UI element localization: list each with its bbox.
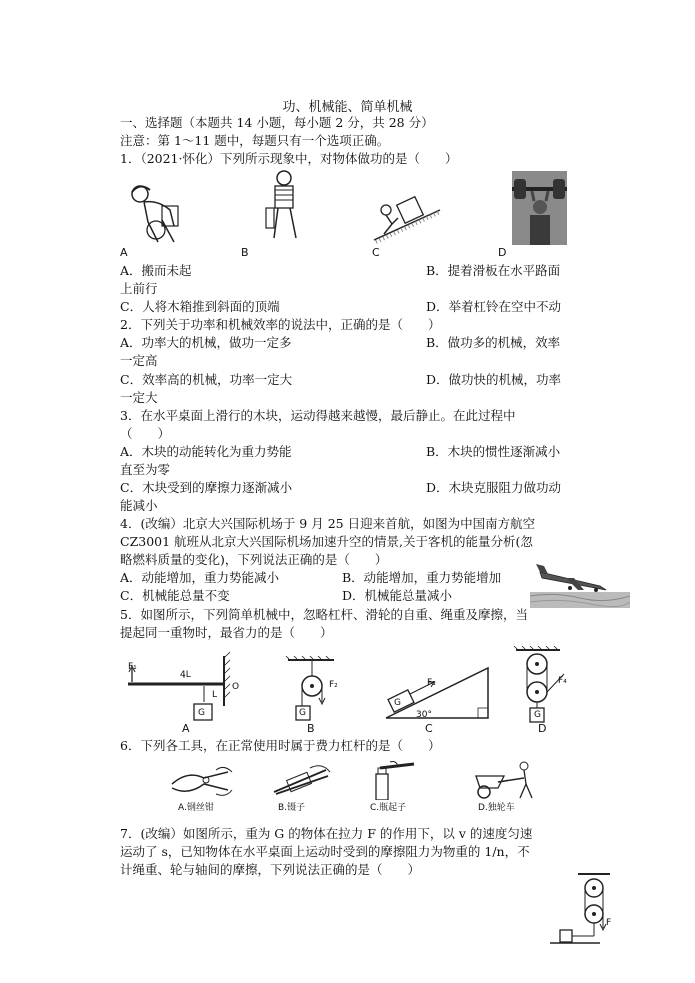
page-title: 功、机械能、简单机械 <box>282 100 413 115</box>
q6-fig-c-bottle-opener <box>368 760 420 800</box>
q5-fig-label-d: D <box>538 722 547 735</box>
q5-c-force-label: F₃ <box>427 678 436 688</box>
q1-fig-d-weightlifter-photo <box>512 171 567 245</box>
q7-stem-cont1: 运动了 s，已知物体在水平桌面上运动时受到的摩擦阻力为物重的 1/n，不 <box>120 844 530 859</box>
q5-a-pivot-o: O <box>232 682 240 692</box>
q7-stem: 7．(改编）如图所示，重为 G 的物体在拉力 F 的作用下，以 v 的速度匀速 <box>120 826 533 841</box>
q6-caption-a: A.钢丝钳 <box>178 803 214 813</box>
q5-fig-c-incline <box>382 660 494 722</box>
q5-b-weight: G <box>299 708 306 718</box>
q1-fig-label-c: C <box>372 246 380 259</box>
q6-caption-b: B.镊子 <box>278 803 306 813</box>
q2-option-d: D．做功快的机械，功率 <box>426 372 562 387</box>
q1-stem: 1．（2021·怀化）下列所示现象中，对物体做功的是（ ） <box>120 151 458 166</box>
q1-fig-c-push-box-incline <box>372 188 442 244</box>
q1-fig-label-a: A <box>120 246 128 259</box>
q5-d-weight: G <box>534 710 541 720</box>
q3-stem-cont: （ ） <box>120 426 171 441</box>
q2-option-d-cont: 一定大 <box>120 390 158 405</box>
q5-stem-cont: 提起同一重物时，最省力的是（ ） <box>120 625 333 640</box>
q1-option-a: A．搬而未起 <box>120 263 192 278</box>
q6-caption-c: C.瓶起子 <box>370 803 407 813</box>
q5-fig-label-a: A <box>182 722 190 735</box>
q2-stem: 2．下列关于功率和机械效率的说法中，正确的是（ ） <box>120 317 441 332</box>
q4-option-a: A．动能增加，重力势能减小 <box>120 570 280 585</box>
q6-fig-d-wheelbarrow <box>468 760 540 800</box>
q3-option-b: B．木块的惯性逐渐减小 <box>426 444 561 459</box>
q2-option-c: C．效率高的机械，功率一定大 <box>120 372 293 387</box>
q7-force-label: F <box>606 918 612 928</box>
q1-option-b-cont: 上前行 <box>120 281 158 296</box>
q3-option-b-cont: 直至为零 <box>120 462 171 477</box>
q5-c-weight: G <box>394 698 401 708</box>
q5-fig-label-b: B <box>307 722 315 735</box>
q4-option-b: B．动能增加，重力势能增加 <box>342 570 502 585</box>
q6-fig-a-pliers <box>168 760 236 800</box>
q3-stem: 3．在水平桌面上滑行的木块，运动得越来越慢，最后静止。在此过程中 <box>120 408 516 423</box>
q4-stem: 4．(改编）北京大兴国际机场于 9 月 25 日迎来首航，如图为中国南方航空 <box>120 516 536 531</box>
q7-fig-pulley-block <box>550 872 614 946</box>
section-heading: 一、选择题（本题共 14 小题，每小题 2 分，共 28 分） <box>120 115 434 130</box>
q2-option-b-cont: 一定高 <box>120 353 158 368</box>
q1-option-b: B．提着滑板在水平路面 <box>426 263 561 278</box>
q1-fig-label-b: B <box>241 246 249 259</box>
q3-option-c: C．木块受到的摩擦力逐渐减小 <box>120 480 293 495</box>
q5-fig-label-c: C <box>425 722 433 735</box>
q1-fig-a-person-lifting <box>118 180 190 250</box>
q4-stem-cont1: CZ3001 航班从北京大兴国际机场加速升空的情景,关于客机的能量分析(忽 <box>120 534 533 549</box>
q4-stem-cont2: 略燃料质量的变化)，下列说法正确的是（ ） <box>120 552 388 567</box>
q1-fig-label-d: D <box>498 246 507 259</box>
q6-caption-d: D.独轮车 <box>478 803 515 813</box>
q5-fig-a-lever <box>124 648 246 724</box>
q1-fig-b-person-walking <box>262 166 306 246</box>
q1-option-d: D．举着杠铃在空中不动 <box>426 299 562 314</box>
q4-option-d: D．机械能总量减小 <box>342 588 453 603</box>
q2-option-a: A．功率大的机械，做功一定多 <box>120 335 292 350</box>
q3-option-d-cont: 能减小 <box>120 498 158 513</box>
q2-option-b: B．做功多的机械，效率 <box>426 335 561 350</box>
q1-option-c: C．人将木箱推到斜面的顶端 <box>120 299 280 314</box>
q5-b-force-label: F₂ <box>329 680 338 690</box>
q5-a-weight: G <box>198 708 205 718</box>
q5-c-angle: 30° <box>416 710 432 720</box>
q5-d-force-label: F₄ <box>558 676 567 686</box>
q5-a-length-l: L <box>212 690 218 700</box>
q3-option-a: A．木块的动能转化为重力势能 <box>120 444 292 459</box>
q6-fig-b-tweezers <box>270 762 334 798</box>
q3-option-d: D．木块克服阻力做功动 <box>426 480 562 495</box>
q5-a-force-label: F₁ <box>128 662 137 672</box>
q4-fig-airplane-takeoff <box>530 556 630 608</box>
note: 注意：第 1～11 题中，每题只有一个选项正确。 <box>120 133 390 148</box>
q5-stem: 5．如图所示，下列简单机械中，忽略杠杆、滑轮的自重、绳重及摩擦，当 <box>120 607 528 622</box>
q6-stem: 6．下列各工具，在正常使用时属于费力杠杆的是（ ） <box>120 738 441 753</box>
q7-stem-cont2: 计绳重、轮与轴间的摩擦，下列说法正确的是（ ） <box>120 862 421 877</box>
q4-option-c: C．机械能总量不变 <box>120 588 230 603</box>
q5-a-length-4l: 4L <box>180 670 191 680</box>
